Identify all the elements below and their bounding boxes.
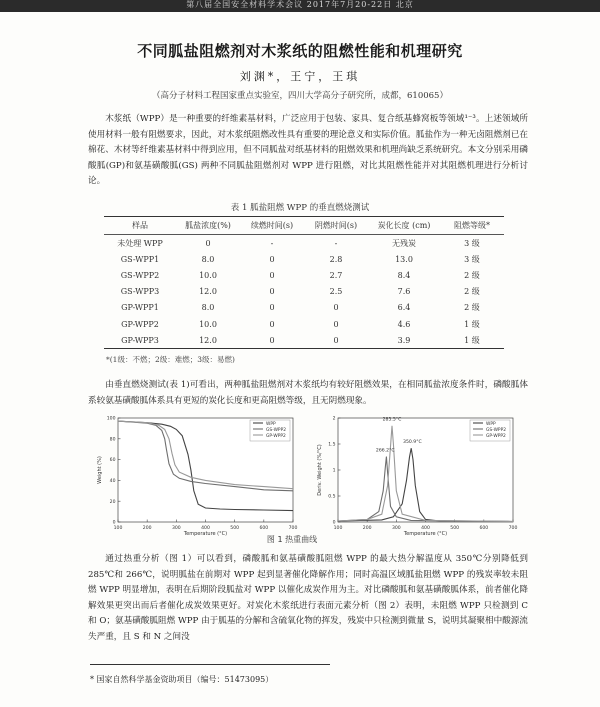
paper-title: 不同胍盐阻燃剂对木浆纸的阻燃性能和机理研究 [137,42,463,60]
x-axis-label: Temperature (°C) [183,531,228,537]
table-cell: 12.0 [176,332,240,349]
table-cell: 2.5 [329,287,343,297]
table-cell: 3 级 [464,238,480,248]
table-cell: 2 级 [464,303,480,313]
conference-header: 第八届全国安全材料学术会议 2017年7月20-22日 北京 [186,0,414,9]
y-tick-label: 60 [109,458,116,464]
tga-chart [97,416,297,537]
table-cell: 8.4 [397,270,411,280]
col-header: 样品 [104,217,176,235]
figure-caption: 图 1 热重曲线 [266,535,318,544]
peak-annotation: 266.2°C [375,448,395,454]
y-tick-label: 0 [112,520,116,526]
affiliation: （高分子材料工程国家重点实验室，四川大学高分子研究所，成都，610065） [152,91,448,101]
footnote-divider [90,664,330,665]
table-cell: 6.4 [397,303,411,313]
x-tick-label: 700 [288,526,298,531]
table-cell: 3 级 [464,254,480,264]
table-row [104,284,504,300]
legend-entry: GS-WPP2 [486,427,507,433]
table-cell: 2 级 [464,270,480,280]
table-cell: 0 [269,287,275,297]
table-cell: 8.0 [201,254,215,264]
y-tick-label: 20 [109,499,116,505]
table-cell: 10.0 [199,319,217,329]
table-cell: 13.0 [395,254,413,264]
table-cell: 0 [269,319,275,329]
table-cell: 0 [240,332,304,349]
table-cell: 8.0 [201,303,215,313]
table-cell: 0 [333,303,339,313]
table-cell: GS-WPP2 [120,270,160,280]
table-cell: GP-WPP2 [121,319,159,329]
legend-entry: WPP [486,421,496,427]
x-tick-label: 200 [362,526,372,531]
table-cell: 2 级 [464,287,480,297]
peak-annotation: 350.9°C [403,439,422,445]
x-tick-label: 600 [259,526,269,531]
x-tick-label: 300 [391,526,401,531]
y-axis-label: Weight (%) [97,456,103,484]
x-tick-label: 200 [142,526,152,531]
y-tick-label: 40 [109,479,116,484]
table-cell: 0 [205,238,211,248]
y-tick-label: 1 [332,468,336,474]
y-tick-label: 2 [332,416,336,422]
y-tick-label: 100 [106,416,116,422]
table-header-row [104,217,504,235]
y-tick-label: 0 [332,520,336,526]
table-cell: 无残炭 [392,238,416,248]
footnote: * 国家自然科学基金资助项目（编号：51473095） [90,675,274,684]
table-cell: 10.0 [199,270,217,280]
table-row [104,332,504,349]
x-tick-label: 700 [508,526,518,531]
table-cell: 2.8 [329,254,343,264]
x-tick-label: 100 [333,526,343,531]
peak-annotation: 285.5°C [382,417,402,423]
x-tick-label: 500 [450,526,460,531]
table-row [104,300,504,316]
col-header: 续燃时间(s) [240,217,304,235]
table-cell: GS-WPP1 [120,254,160,264]
table-discussion-paragraph: 由垂直燃烧测试(表 1)可看出，两种胍盐阻燃剂对木浆纸均有较好阻燃效果，在相同胍盐浓度条件时，磷酸胍体系较氨基磺酸胍体系具有更短的炭化长度和更高阻燃等级，且无阴燃现象。 [88,380,528,406]
table-cell: - [334,238,338,248]
table-cell: 2.7 [329,270,343,280]
table-row [104,316,504,332]
table-cell: 4.6 [397,319,411,329]
legend-entry: GP-WPP2 [486,433,506,439]
col-header: 炭化长度 (cm) [368,217,440,235]
author-list: 刘渊*，王宁，王琪 [239,70,361,83]
table-note: *(1级：不燃；2级：难燃；3级：易燃) [106,355,235,364]
col-header: 阻燃等级* [440,217,504,235]
table-cell: 3.9 [368,332,440,349]
y-tick-label: 1.5 [328,442,336,448]
x-tick-label: 400 [201,526,210,531]
col-header: 阴燃时间(s) [304,217,368,235]
col-header: 胍盐浓度(%) [176,217,240,235]
tga-discussion-paragraph: 通过热重分析（图 1）可以看到，磷酸胍和氨基磺酸胍阻燃 WPP 的最大热分解温度从 350℃分别降低到 285℃和 266℃，说明胍盐在前期对 WPP 起到显著催化降解作用；同时高温区域胍盐阻燃 WPP 的残炭率较未阻燃 WPP 明显增加，表明在后期阶段胍盐对 WPP 以催化成炭作用为主。对比磷酸胍和氨基磺酸胍体系，前者催化降解效果更突出而后者催化成炭效果更好。对炭化木浆纸进行表面元素分析（图 2）表明，未阻燃 WPP 只检测到 C 和 O；氨基磺酸胍阻燃 WPP 由于胍基的分解和含硫氧化物的挥发，残炭中只检测到微量 S，说明其凝聚相中酸源流失严重，且 S 和 N 之间没 [88,554,528,642]
table-cell: 12.0 [199,287,217,297]
table-cell: GP-WPP1 [121,303,159,313]
table-cell: 0 [269,254,275,264]
burning-test-table [104,216,504,349]
y-axis-label: Deriv. Weight (%/°C) [317,444,323,496]
x-tick-label: 300 [171,526,181,531]
table-cell: 1 级 [464,319,480,329]
x-tick-label: 400 [421,526,430,531]
table-row [104,251,504,267]
y-tick-label: 80 [109,437,116,443]
table-row [104,235,504,252]
dtg-chart [317,416,517,537]
x-tick-label: 600 [479,526,489,531]
x-tick-label: 100 [113,526,123,531]
intro-paragraph: 木浆纸（WPP）是一种重要的纤维素基材料，广泛应用于包装、家具、复合纸基蜂窝板等领域¹⁻³。上述领域所使用材料一般有阻燃要求，因此，对木浆纸阻燃改性具有重要的理论意义和实际价值。胍盐作为一种无卤阻燃剂已在棉花、木材等纤维素基材料中得到应用，但不同胍盐对纸基材料的阻燃效果和机理尚缺乏系统研究。本文分别采用磷酸胍(GP)和氨基磺酸胍(GS) 两种不同胍盐阻燃剂对 WPP 进行阻燃，对比其阻燃性能并对其阻燃机理进行分析讨论。 [88,114,528,186]
x-tick-label: 500 [230,526,240,531]
table-cell: 0 [269,303,275,313]
table-cell: 1 级 [440,332,504,349]
legend-entry: GS-WPP2 [266,427,287,433]
table-cell: GS-WPP3 [120,287,160,297]
table-cell: 未处理 WPP [117,238,163,248]
table-cell: - [270,238,274,248]
legend-entry: WPP [266,421,276,427]
legend-entry: GP-WPP2 [266,433,286,439]
figure-1 [88,414,528,546]
x-axis-label: Temperature (°C) [403,531,448,537]
table-cell: 0 [333,319,339,329]
table-cell: GP-WPP3 [104,332,176,349]
table-cell: 0 [269,270,275,280]
y-tick-label: 0.5 [328,494,336,500]
table-cell: 0 [304,332,368,349]
table-cell: 7.6 [397,287,411,297]
table-caption: 表 1 胍盐阻燃 WPP 的垂直燃烧测试 [230,203,370,213]
table-row [104,267,504,283]
